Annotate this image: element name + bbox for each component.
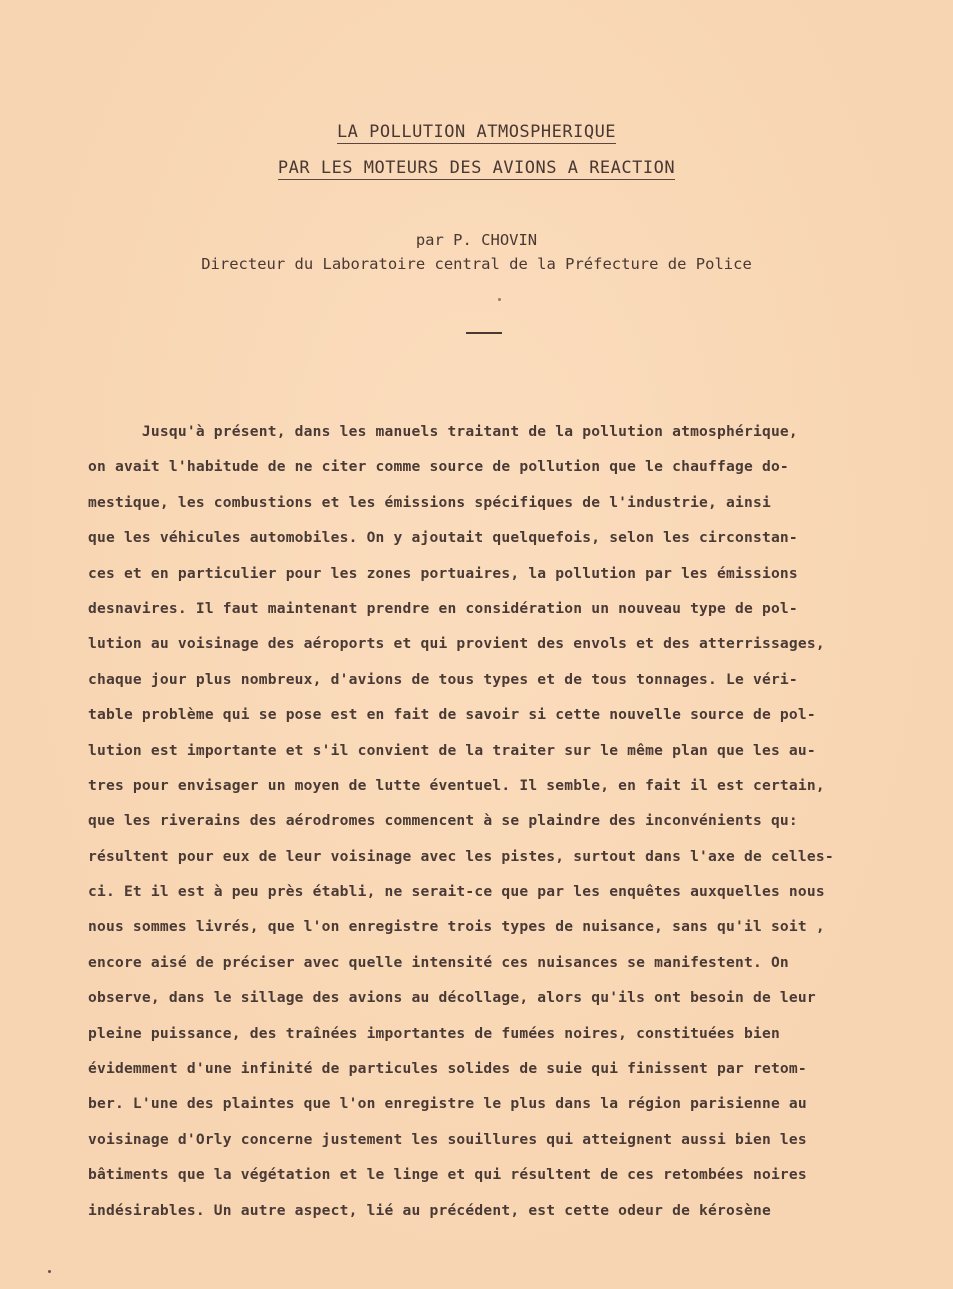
body-line: encore aisé de préciser avec quelle intensité ces nuisances se manifestent. On — [88, 953, 789, 971]
body-line: desnavires. Il faut maintenant prendre en considération un nouveau type de pol- — [88, 599, 798, 617]
title-text-1: LA POLLUTION ATMOSPHERIQUE — [336, 122, 617, 142]
separator-rule — [466, 332, 502, 334]
author-name: par P. CHOVIN — [415, 231, 538, 249]
body-line: ber. L'une des plaintes que l'on enregistre le plus dans la région parisienne au — [88, 1095, 807, 1113]
body-line: observe, dans le sillage des avions au décollage, alors qu'ils ont besoin de leur — [88, 989, 816, 1007]
title-line-2 — [0, 158, 953, 178]
body-line: évidemment d'une infinité de particules solides de suie qui finissent par retom- — [88, 1060, 807, 1078]
body-line: tres pour envisager un moyen de lutte éventuel. Il semble, en fait il est certain, — [88, 776, 825, 794]
body-line: voisinage d'Orly concerne justement les souillures qui atteignent aussi bien les — [88, 1130, 807, 1148]
body-line: table problème qui se pose est en fait de savoir si cette nouvelle source de pol- — [88, 706, 816, 724]
body-line: Jusqu'à présent, dans les manuels traitant de la pollution atmosphérique, — [88, 423, 798, 440]
body-line: indésirables. Un autre aspect, lié au précédent, est cette odeur de kérosène — [88, 1201, 771, 1219]
body-line: que les riverains des aérodromes commencent à se plaindre des inconvénients qu: — [88, 812, 798, 830]
author-role: Directeur du Laboratoire central de la Préfecture de Police — [201, 255, 752, 273]
title-text-2: PAR LES MOTEURS DES AVIONS A REACTION — [277, 158, 676, 178]
body-line: on avait l'habitude de ne citer comme source de pollution que le chauffage do- — [88, 458, 789, 476]
body-line: lution est importante et s'il convient de la traiter sur le même plan que les au- — [88, 741, 816, 759]
body-line: pleine puissance, des traînées importantes de fumées noires, constituées bien — [88, 1024, 780, 1042]
body-line: lution au voisinage des aéroports et qui provient des envols et des atterrissages, — [88, 635, 825, 653]
body-line: mestique, les combustions et les émissions spécifiques de l'industrie, ainsi — [88, 493, 771, 511]
body-line: résultent pour eux de leur voisinage avec les pistes, surtout dans l'axe de celles- — [88, 847, 834, 865]
scan-speck — [48, 1270, 51, 1273]
body-paragraph — [88, 414, 948, 1228]
body-line: bâtiments que la végétation et le linge et qui résultent de ces retombées noires — [88, 1166, 807, 1184]
body-line: ci. Et il est à peu près établi, ne serait-ce que par les enquêtes auxquelles nous — [88, 883, 825, 901]
body-line: nous sommes livrés, que l'on enregistre trois types de nuisance, sans qu'il soit , — [88, 918, 825, 936]
decorative-dot — [498, 298, 501, 301]
body-line: que les véhicules automobiles. On y ajoutait quelquefois, selon les circonstan- — [88, 529, 798, 547]
title-line-1 — [0, 122, 953, 142]
body-line: chaque jour plus nombreux, d'avions de tous types et de tous tonnages. Le véri- — [88, 670, 798, 688]
body-line: ces et en particulier pour les zones portuaires, la pollution par les émissions — [88, 564, 798, 582]
